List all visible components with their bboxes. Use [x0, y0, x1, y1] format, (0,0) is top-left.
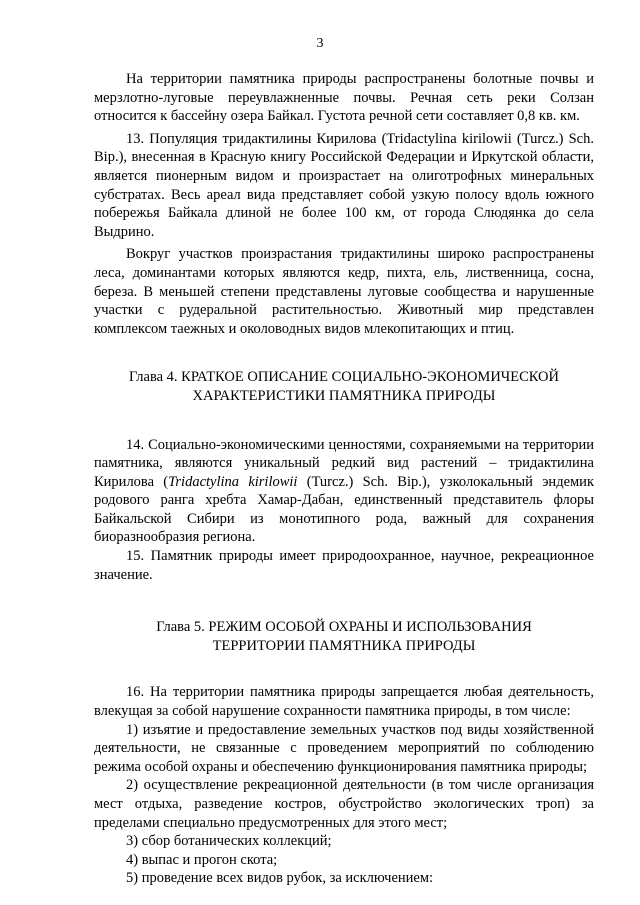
paragraph-14-end: (Turcz.) Sch. Bip.), узколокальный эндемик родового ранга хребта Хамар-Дабан, единственный представитель флоры Байкальской Сибири из монотипного рода, важный для сохранения биоразнообразия региона.: [94, 473, 594, 546]
list-item-1: 1) изъятие и предоставление земельных участков под виды хозяйственной деятельности, не связанные с проведением мероприятий по соблюдению режима особой охраны и обеспечению функционирования памятника природы;: [94, 721, 594, 775]
paragraph-14-latin-name: Tridactylina kirilowii: [168, 473, 298, 490]
paragraph-14: [94, 436, 594, 548]
paragraph-15: 15. Памятник природы имеет природоохранное, научное, рекреационное значение.: [94, 548, 594, 583]
paragraph-vegetation: Вокруг участков произрастания тридактилины широко распространены леса, доминантами которых являются кедр, пихта, ель, лиственница, сосна, береза. В меньшей степени представлены луговые сообщества и нарушенные участки с рудеральной растительностью. Животный мир представлен комплексом таежных и околоводных видов млекопитающих и птиц.: [94, 246, 594, 337]
list-item-4: 4) выпас и прогон скота;: [126, 851, 278, 868]
chapter-5-title-line-1: Глава 5. РЕЖИМ ОСОБОЙ ОХРАНЫ И ИСПОЛЬЗОВАНИЯ: [156, 619, 532, 636]
document-body: [94, 70, 594, 888]
chapter-5-title-line-2: ТЕРРИТОРИИ ПАМЯТНИКА ПРИРОДЫ: [212, 637, 476, 654]
list-item-3: 3) сбор ботанических коллекций;: [126, 833, 332, 850]
chapter-5-heading: [94, 618, 594, 655]
chapter-4-title-line-1: Глава 4. КРАТКОЕ ОПИСАНИЕ СОЦИАЛЬНО-ЭКОНОМИЧЕСКОЙ: [129, 369, 559, 386]
chapter-4-title-line-2: ХАРАКТЕРИСТИКИ ПАМЯТНИКА ПРИРОДЫ: [192, 387, 496, 404]
list-item-5: 5) проведение всех видов рубок, за исключением:: [126, 870, 434, 887]
paragraph-soils: На территории памятника природы распространены болотные почвы и мерзлотно-луговые переувлажненные почвы. Речная сеть реки Солзан относится к бассейну озера Байкал. Густота речной сети составляет 0,8 кв. км.: [94, 71, 594, 125]
page-number: 3: [316, 36, 324, 51]
paragraph-13: 13. Популяция тридактилины Кирилова (Tridactylina kirilowii (Turcz.) Sch. Bip.), внесенная в Красную книгу Российской Федерации и Иркутской области, является пионерным видом и произрастает на олиготрофных минеральных субстратах. Весь ареал вида представляет собой узкую полосу вдоль южного побережья Байкала длиной не более 100 км, от города Слюдянка до села Выдрино.: [94, 130, 594, 240]
list-item-2: 2) осуществление рекреационной деятельности (в том числе организация мест отдыха, разведение костров, обустройство экологических троп) за пределами специально предусмотренных для этого мест;: [94, 777, 594, 831]
paragraph-16: 16. На территории памятника природы запрещается любая деятельность, влекущая за собой нарушение сохранности памятника природы, в том числе:: [94, 684, 594, 720]
paragraph-14-start: 14. Социально-экономическими ценностями, сохраняемыми на территории памятника, являются уникальный редкий вид растений – тридактилина Кирилова (: [94, 436, 594, 490]
chapter-4-heading: [94, 368, 594, 405]
